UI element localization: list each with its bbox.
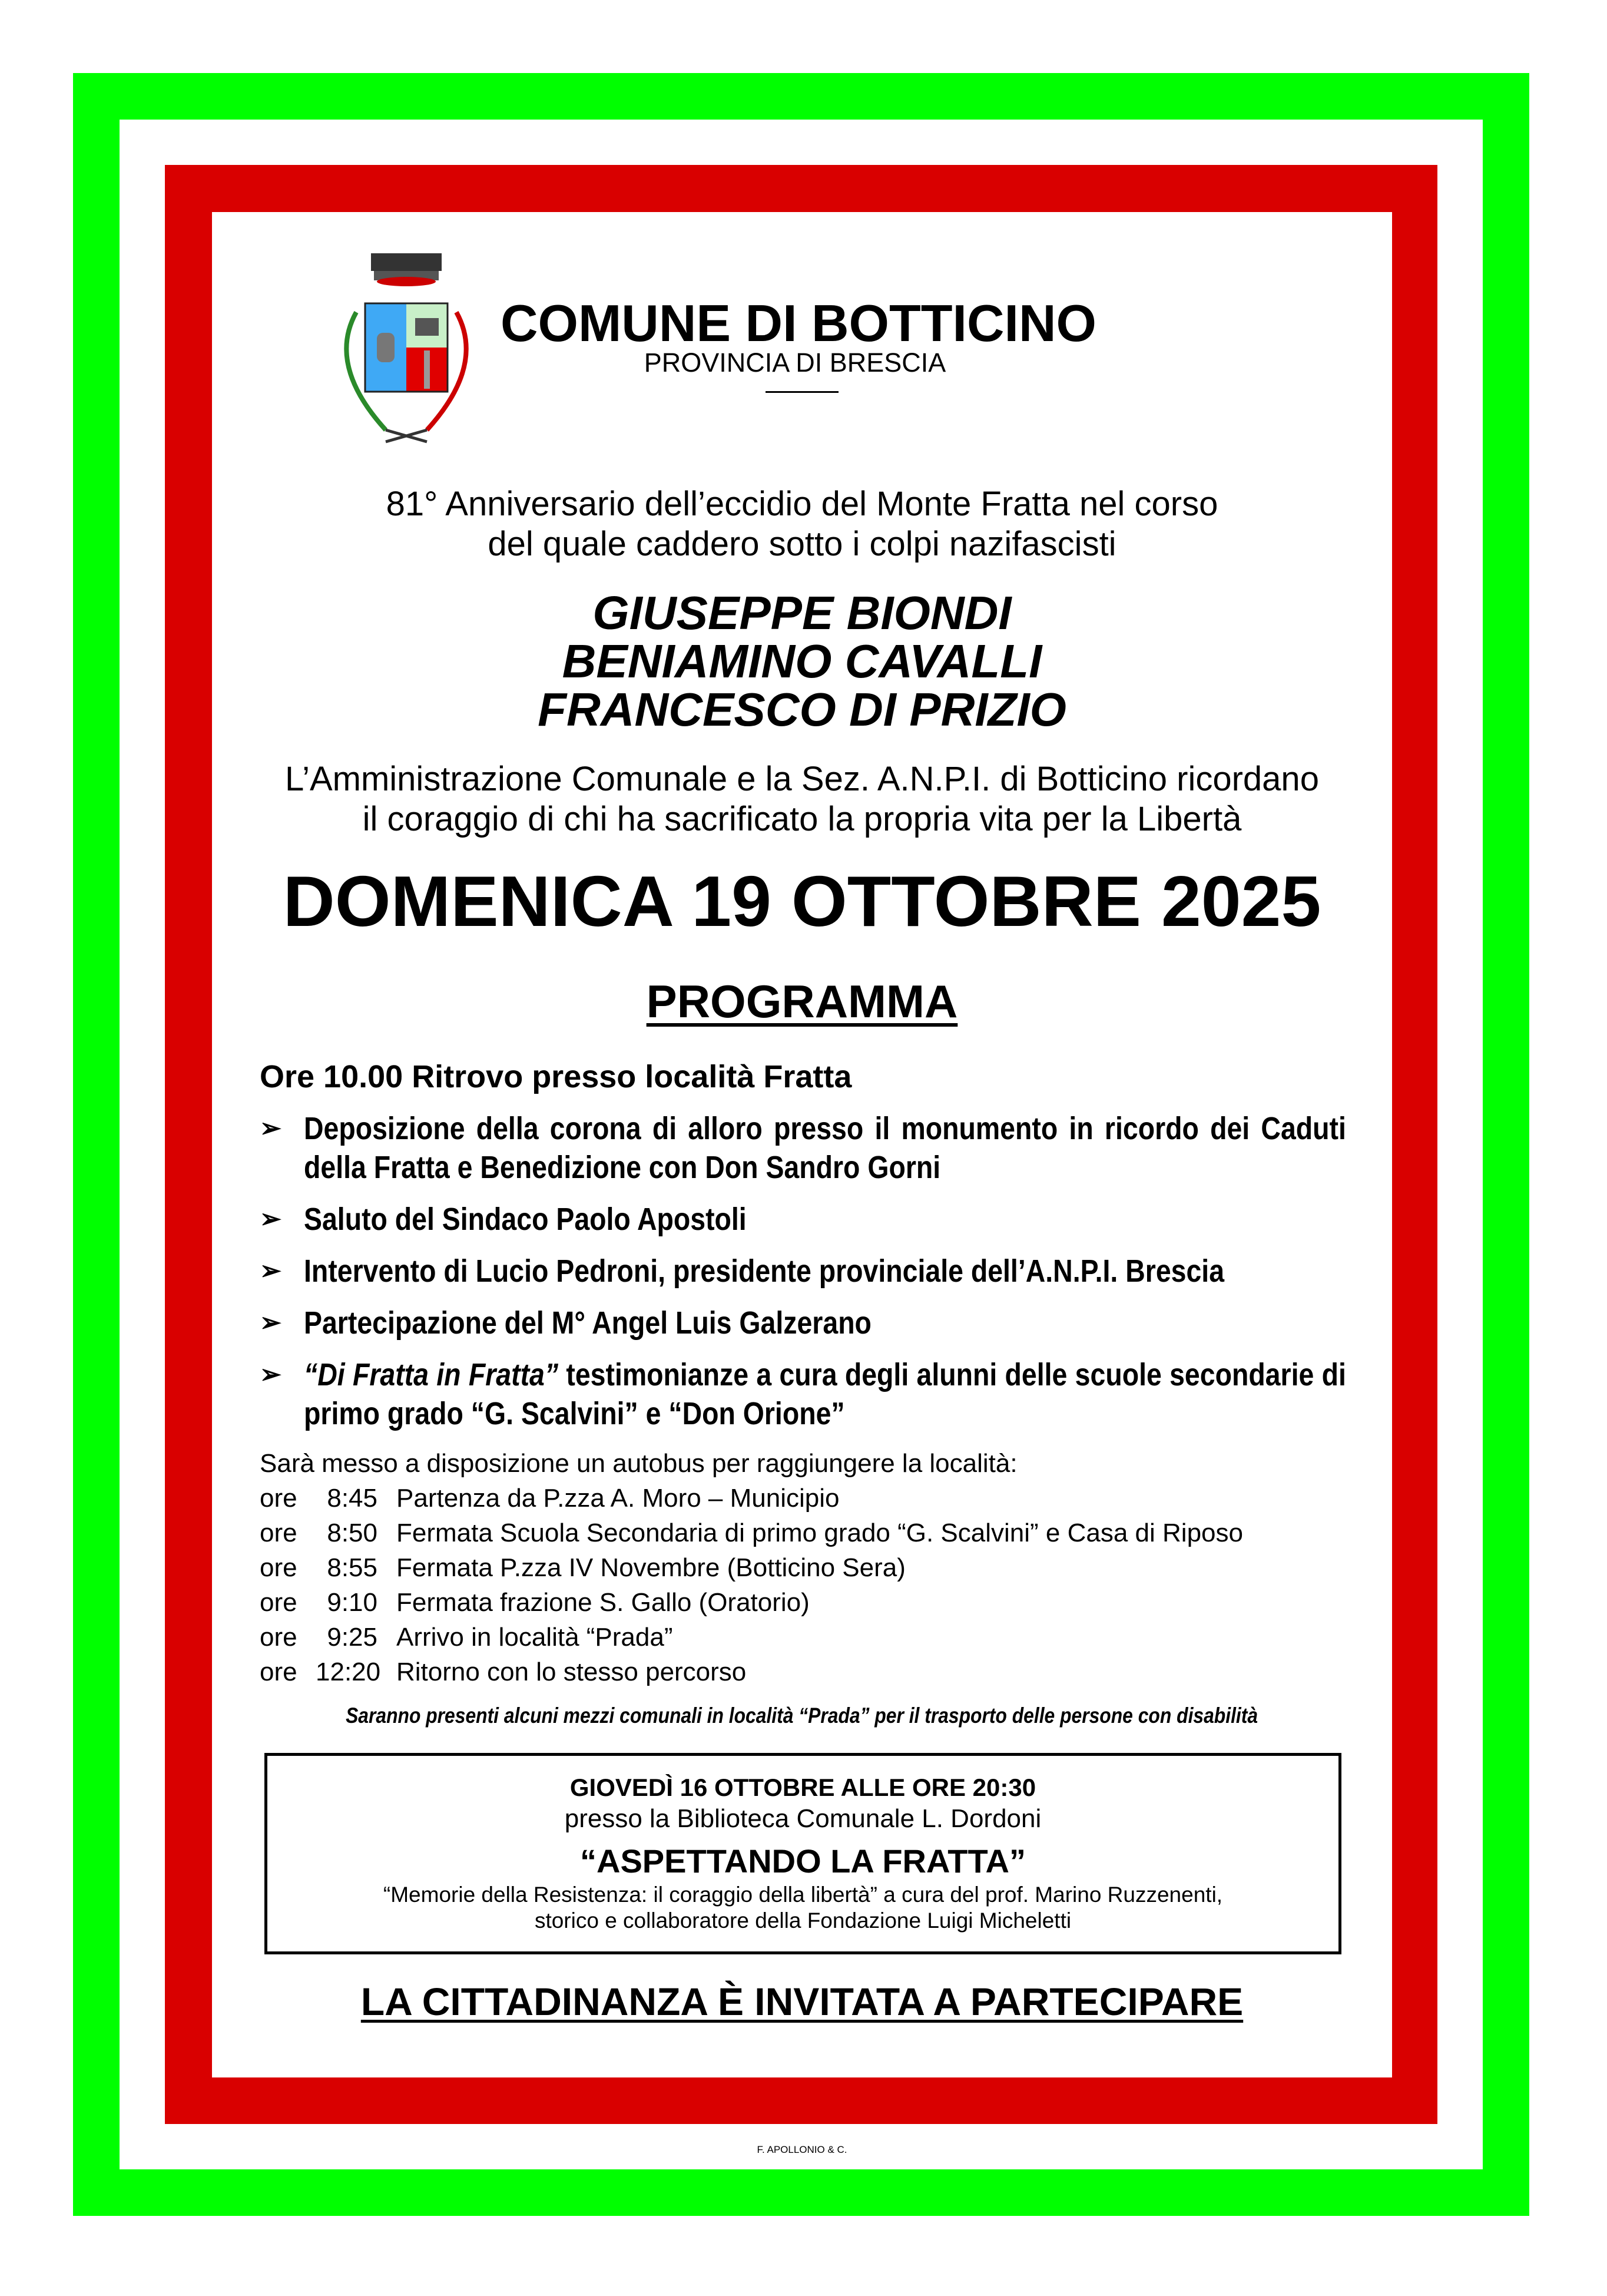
programme-item: ➢ Intervento di Lucio Pedroni, presidente provinciale dell’A.N.P.I. Brescia	[260, 1252, 1346, 1291]
programme-item: ➢ Deposizione della corona di alloro presso il monumento in ricordo dei Caduti della Fratta e Benedizione con Don Sandro Gorni	[260, 1109, 1346, 1187]
name-1: GIUSEPPE BIONDI	[592, 587, 1012, 639]
programme-item: ➢ Partecipazione del M° Angel Luis Galzerano	[260, 1304, 1346, 1342]
intro-line-1: 81° Anniversario dell’eccidio del Monte Fratta nel corso	[386, 485, 1218, 523]
bus-stop: ore 12:20 Ritorno con lo stesso percorso	[260, 1658, 747, 1686]
coat-of-arms-icon	[315, 247, 498, 448]
municipality-title: COMUNE DI BOTTICINO	[501, 294, 1096, 352]
arrow-bullet-icon: ➢	[260, 1205, 281, 1233]
pre-event-title: “ASPETTANDO LA FRATTA”	[580, 1842, 1026, 1880]
tribute-line-2: il coraggio di chi ha sacrificato la propria vita per la Libertà	[362, 800, 1242, 838]
pre-event-where: presso la Biblioteca Comunale L. Dordoni	[564, 1804, 1042, 1833]
crown-icon	[371, 253, 442, 286]
bus-stop: ore 9:25 Arrivo in località “Prada”	[260, 1623, 673, 1652]
programme-section	[260, 1057, 1346, 2025]
pre-event-desc-2: storico e collaboratore della Fondazione Luigi Micheletti	[534, 1908, 1072, 1933]
printer-credit: F. APOLLONIO & C.	[757, 2144, 847, 2155]
pre-event-box	[264, 1753, 1341, 1954]
bus-intro: Sarà messo a disposizione un autobus per raggiungere la località:	[260, 1449, 1018, 1478]
pre-event-desc-1: “Memorie della Resistenza: il coraggio della libertà” a cura del prof. Marino Ruzzenenti,	[383, 1883, 1223, 1907]
arrow-bullet-icon: ➢	[260, 1360, 281, 1389]
pre-event-when: GIOVEDÌ 16 OTTOBRE ALLE ORE 20:30	[569, 1774, 1036, 1801]
bus-schedule	[260, 1446, 1346, 1689]
bus-stop: ore 8:55 Fermata P.zza IV Novembre (Botticino Sera)	[260, 1553, 906, 1582]
closing-invitation: LA CITTADINANZA È INVITATA A PARTECIPARE	[360, 1980, 1244, 2023]
header-divider	[766, 391, 839, 393]
programme-item: ➢ “Di Fratta in Fratta” testimonianze a cura degli alunni delle scuole secondarie di primo grado “G. Scalvini” e “Don Orione”	[260, 1355, 1346, 1433]
programme-heading: PROGRAMMA	[646, 975, 958, 1027]
programme-item: ➢ Saluto del Sindaco Paolo Apostoli	[260, 1200, 1346, 1239]
arrow-bullet-icon: ➢	[260, 1256, 281, 1285]
bus-stop: ore 8:50 Fermata Scuola Secondaria di primo grado “G. Scalvini” e Casa di Riposo	[260, 1518, 1243, 1547]
intro-line-2: del quale caddero sotto i colpi nazifascisti	[488, 525, 1116, 563]
name-3: FRANCESCO DI PRIZIO	[538, 683, 1066, 736]
province-subtitle: PROVINCIA DI BRESCIA	[644, 348, 946, 378]
bus-stop: ore 8:45 Partenza da P.zza A. Moro – Municipio	[260, 1484, 840, 1513]
bus-stop: ore 9:10 Fermata frazione S. Gallo (Oratorio)	[260, 1588, 810, 1617]
accessibility-note: Saranno presenti alcuni mezzi comunali in località “Prada” per il trasporto delle persone con disabilità	[346, 1703, 1258, 1728]
name-2: BENIAMINO CAVALLI	[562, 635, 1042, 687]
tribute-line-1: L’Amministrazione Comunale e la Sez. A.N.P.I. di Botticino ricordano	[285, 760, 1319, 798]
event-date: DOMENICA 19 OTTOBRE 2025	[283, 861, 1321, 941]
arrow-bullet-icon: ➢	[260, 1308, 281, 1337]
arrow-bullet-icon: ➢	[260, 1114, 281, 1143]
meeting-time: Ore 10.00 Ritrovo presso località Fratta	[260, 1059, 852, 1094]
